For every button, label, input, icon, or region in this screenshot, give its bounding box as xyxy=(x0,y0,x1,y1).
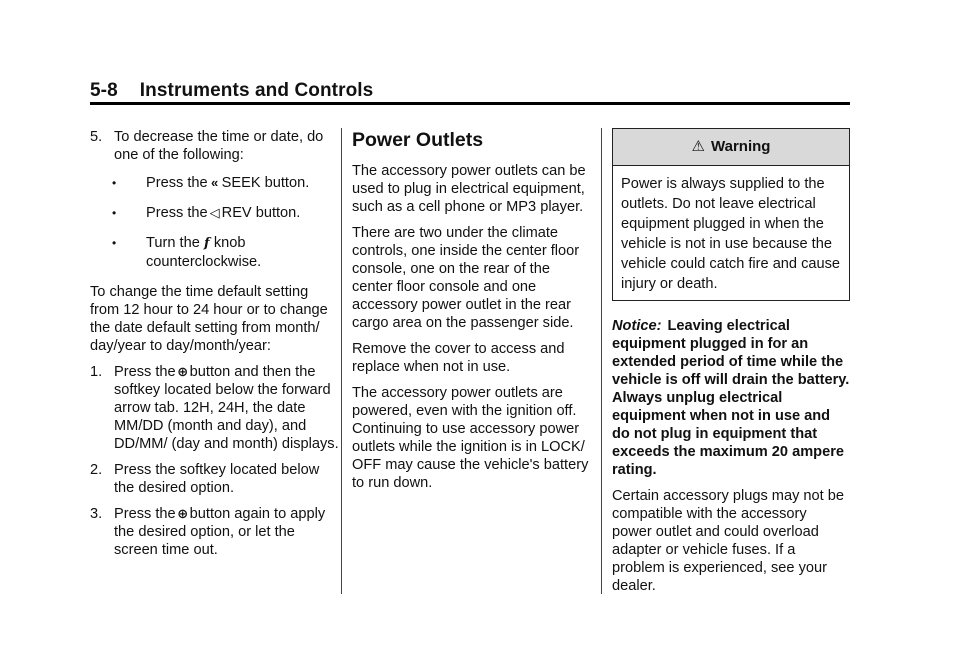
bullet-rev xyxy=(90,204,340,222)
bullet-text-pre: Press the xyxy=(146,175,208,191)
paragraph: The accessory power outlets are powered, even with the ignition off. Continuing to use accessory power outlets while the ignition is in LOCK/ OFF may cause the vehicle's battery to run down. xyxy=(352,385,589,491)
rev-icon: ◁ xyxy=(209,205,220,220)
paragraph: There are two under the climate controls, one inside the center floor console, one on the rear of the center floor console and one accessory power outlet in the rear cargo area on the passenger side. xyxy=(352,225,580,331)
column-middle xyxy=(352,128,592,500)
bullet-text-post: SEEK button. xyxy=(221,175,310,191)
bullet-knob xyxy=(90,234,340,271)
clock-icon: ⊕ xyxy=(177,364,189,379)
bullet-seek xyxy=(90,174,340,192)
tune-knob-icon: f xyxy=(204,236,210,251)
warning-icon: ⚠ xyxy=(691,138,705,155)
bullet-dot: • xyxy=(112,206,117,220)
notice-paragraph xyxy=(612,317,850,479)
seek-icon: « xyxy=(211,175,219,190)
bullet-dot: • xyxy=(112,236,117,250)
step-text-post: button and then the softkey located below the forward arrow tab. 12H, 24H, the date MM/DD (month and day), and DD/MM/ (day and month) displays. xyxy=(114,364,339,452)
bullet-text-pre: Turn the xyxy=(146,235,200,251)
warning-title: Warning xyxy=(711,138,771,155)
column-right xyxy=(612,128,850,603)
bullet-text-post: knob counterclockwise. xyxy=(146,235,262,270)
step-number: 2. xyxy=(90,462,103,478)
step-number: 3. xyxy=(90,506,103,522)
warning-box xyxy=(612,128,850,301)
section-number: 5-8 xyxy=(90,80,118,101)
clock-icon: ⊕ xyxy=(177,506,189,521)
column-divider-2 xyxy=(601,128,602,594)
column-divider-1 xyxy=(341,128,342,594)
notice-text: Leaving electrical equipment plugged in for an extended period of time while the vehicle is off will drain the battery. Always unplug electrical equipment when not in use and do not plug in equipment that exceeds the maximum 20 ampere rating. xyxy=(612,318,850,478)
paragraph: The accessory power outlets can be used to plug in electrical equipment, such as a cell phone or MP3 player. xyxy=(352,163,586,215)
step-text: Press the softkey located below the desired option. xyxy=(114,462,320,496)
step-text-post: button again to apply the desired option, or let the screen time out. xyxy=(114,506,326,558)
bullet-text-post: REV button. xyxy=(221,205,301,221)
page-header xyxy=(90,80,850,104)
step-number: 1. xyxy=(90,364,103,380)
page-header-text xyxy=(90,80,373,101)
warning-header xyxy=(613,129,849,166)
step-text-pre: Press the xyxy=(114,506,176,522)
step-text-pre: Press the xyxy=(114,364,176,380)
notice-label: Notice: xyxy=(612,318,662,334)
header-rule xyxy=(90,102,850,105)
intro-paragraph: To change the time default setting from 12 hour to 24 hour or to change the date default setting from month/ day/year to day/month/year: xyxy=(90,284,328,354)
step-text: To decrease the time or date, do one of the following: xyxy=(114,129,324,163)
step-5 xyxy=(90,128,340,164)
bullet-text-pre: Press the xyxy=(146,205,208,221)
step-number: 5. xyxy=(90,129,103,145)
section-title: Instruments and Controls xyxy=(139,80,374,101)
section-heading: Power Outlets xyxy=(352,129,484,151)
bullet-dot: • xyxy=(112,176,117,190)
column-left xyxy=(90,128,340,567)
step-2 xyxy=(90,461,340,497)
step-3 xyxy=(90,505,340,559)
paragraph: Remove the cover to access and replace when not in use. xyxy=(352,341,565,375)
warning-text: Power is always supplied to the outlets. Do not leave electrical equipment plugged in when the vehicle is not in use because the vehicle could catch fire and cause injury or death. xyxy=(621,176,841,292)
closing-paragraph: Certain accessory plugs may not be compatible with the accessory power outlet and could overload adapter or vehicle fuses. If a problem is experienced, see your dealer. xyxy=(612,488,844,594)
step-1 xyxy=(90,363,340,453)
